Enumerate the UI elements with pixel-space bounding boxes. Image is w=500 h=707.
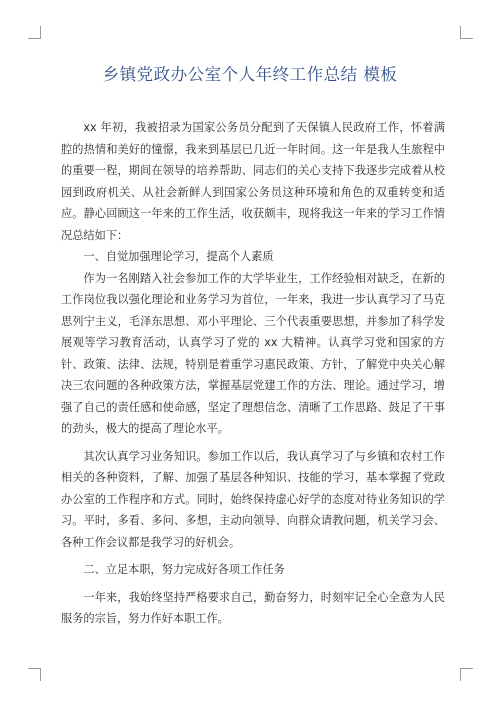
- page-corner-mark-bottom-left: [28, 668, 41, 681]
- business-study-paragraph: 其次认真学习业务知识。参加工作以后，我认真学习了与乡镇和农村工作相关的各种资料，了解、加强了基层各种知识、技能的学习，基本掌握了党政办公室的工作程序和方式。同时，始终保持虚心好学的态度对待业务知识的学习。平时，多看、多问、多想，主动向领导、向群众请教问题，机关学习会、各种工作会议都是我学习的好机会。: [61, 449, 445, 549]
- page-corner-mark-top-left: [28, 26, 41, 39]
- page-corner-mark-bottom-right: [460, 668, 473, 681]
- document-title: 乡镇党政办公室个人年终工作总结 模板: [102, 65, 398, 84]
- section-heading-2: 二、立足本职，努力完成好各项工作任务: [83, 563, 285, 576]
- work-duty-paragraph: 一年来，我始终坚持严格要求自己，勤奋努力，时刻牢记全心全意为人民服务的宗旨，努力作好本职工作。: [61, 590, 445, 625]
- page-corner-mark-top-right: [460, 26, 473, 39]
- theory-study-paragraph: 作为一名刚踏入社会参加工作的大学毕业生，工作经验相对缺乏，在新的工作岗位我以强化理论和业务学习为首位，一年来，我进一步认真学习了马克思列宁主义，毛泽东思想、邓小平理论、三个代表重要思想，并参加了科学发展观等学习教育活动，认真学习了党的 xx 大精神。认真学习党和国家的方针、政策、法律、法规，特别是着重学习惠民政策、方针，了解党中央关心解决三农问题的各种政策方法，掌握基层党建工作的方法、理论。通过学习，增强了自己的责任感和使命感，坚定了理想信念、清晰了工作思路、鼓足了干事的劲头，极大的提高了理论水平。: [61, 271, 445, 435]
- intro-paragraph: xx 年初，我被招录为国家公务员分配到了天保镇人民政府工作，怀着满腔的热情和美好的憧憬，我来到基层已几近一年时间。这一年是我人生旅程中的重要一程，期间在领导的培养帮助、同志们的关心支持下我逐步完成着从校园到政府机关、从社会新鲜人到国家公务员这种环境和角色的双重转变和适应。静心回顾这一年来的工作生活，收获颇丰，现将我这一年来的学习工作情况总结如下：: [61, 121, 445, 242]
- section-heading-1: 一、自觉加强理论学习，提高个人素质: [83, 250, 274, 263]
- document-body: [61, 117, 445, 630]
